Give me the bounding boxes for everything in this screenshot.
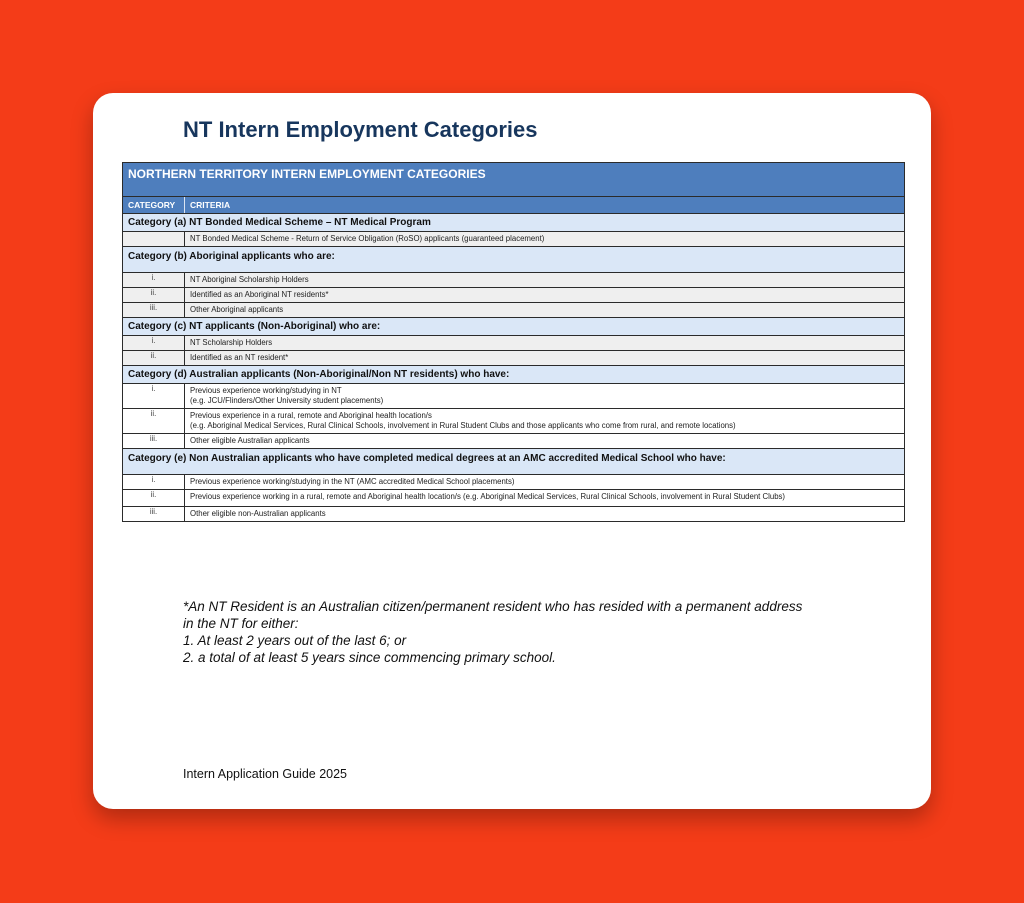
item-number: iii. [123, 507, 185, 521]
category-a-row: Category (a) NT Bonded Medical Scheme – NT Medical Program [123, 214, 904, 232]
table-row [123, 336, 904, 351]
page-title: NT Intern Employment Categories [183, 117, 538, 142]
item-criteria: Other eligible non-Australian applicants [190, 509, 326, 518]
footnote-line: *An NT Resident is an Australian citizen/permanent resident who has resided with a permanent address [183, 599, 803, 614]
item-criteria: Previous experience working/studying in the NT (AMC accredited Medical School placements) [190, 477, 515, 486]
item-criteria: Other eligible Australian applicants [190, 436, 310, 445]
item-criteria: NT Aboriginal Scholarship Holders [190, 275, 309, 284]
item-criteria: Other Aboriginal applicants [190, 305, 284, 314]
table-row [123, 409, 904, 434]
item-criteria: Previous experience in a rural, remote and Aboriginal health location/s (e.g. Aboriginal Medical Services, Rural Clinical Schools, involvement in Rural Student Clubs and those applicants who come from rural, and remote locations) [190, 411, 736, 430]
item-number: iii. [123, 303, 185, 317]
table-row [123, 351, 904, 366]
column-header-category: CATEGORY [123, 197, 185, 213]
item-criteria: NT Scholarship Holders [190, 338, 273, 347]
item-number: i. [123, 273, 185, 287]
item-criteria: Previous experience working in a rural, remote and Aboriginal health location/s (e.g. Aboriginal Medical Services, Rural Clinical Schools, involvement in Rural Student Clubs) [190, 492, 786, 501]
table-row [123, 475, 904, 490]
footnote-line: 2. a total of at least 5 years since commencing primary school. [183, 650, 556, 665]
item-number: iii. [123, 434, 185, 448]
footnote-line: in the NT for either: [183, 616, 299, 631]
item-number: i. [123, 336, 185, 350]
item-criteria: NT Bonded Medical Scheme - Return of Service Obligation (RoSO) applicants (guaranteed placement) [190, 234, 545, 243]
table-title: NORTHERN TERRITORY INTERN EMPLOYMENT CATEGORIES [123, 163, 904, 197]
table-row [123, 288, 904, 303]
table-row [123, 490, 904, 507]
category-b-row: Category (b) Aboriginal applicants who are: [123, 247, 904, 273]
item-number: ii. [123, 288, 185, 302]
categories-table [122, 162, 905, 522]
table-row [123, 232, 904, 247]
resident-footnote [183, 598, 863, 666]
item-number: ii. [123, 409, 185, 433]
category-d-row: Category (d) Australian applicants (Non-Aboriginal/Non NT residents) who have: [123, 366, 904, 384]
table-row [123, 507, 904, 522]
document-card [93, 93, 931, 809]
category-c-row: Category (c) NT applicants (Non-Aboriginal) who are: [123, 318, 904, 336]
category-e-row: Category (e) Non Australian applicants who have completed medical degrees at an AMC accredited Medical School who have: [123, 449, 904, 475]
table-row [123, 434, 904, 449]
item-number: ii. [123, 351, 185, 365]
table-row [123, 303, 904, 318]
table-row [123, 384, 904, 409]
table-header-row [123, 197, 904, 214]
item-number: i. [123, 475, 185, 489]
item-number: i. [123, 384, 185, 408]
item-criteria: Previous experience working/studying in NT (e.g. JCU/Flinders/Other University student placements) [190, 386, 384, 405]
item-criteria: Identified as an Aboriginal NT residents* [190, 290, 329, 299]
column-header-criteria: CRITERIA [190, 200, 231, 210]
item-number: ii. [123, 490, 185, 506]
page-footer: Intern Application Guide 2025 [183, 767, 348, 781]
item-criteria: Identified as an NT resident* [190, 353, 289, 362]
table-row [123, 273, 904, 288]
item-number [123, 232, 185, 246]
footnote-line: 1. At least 2 years out of the last 6; or [183, 633, 407, 648]
